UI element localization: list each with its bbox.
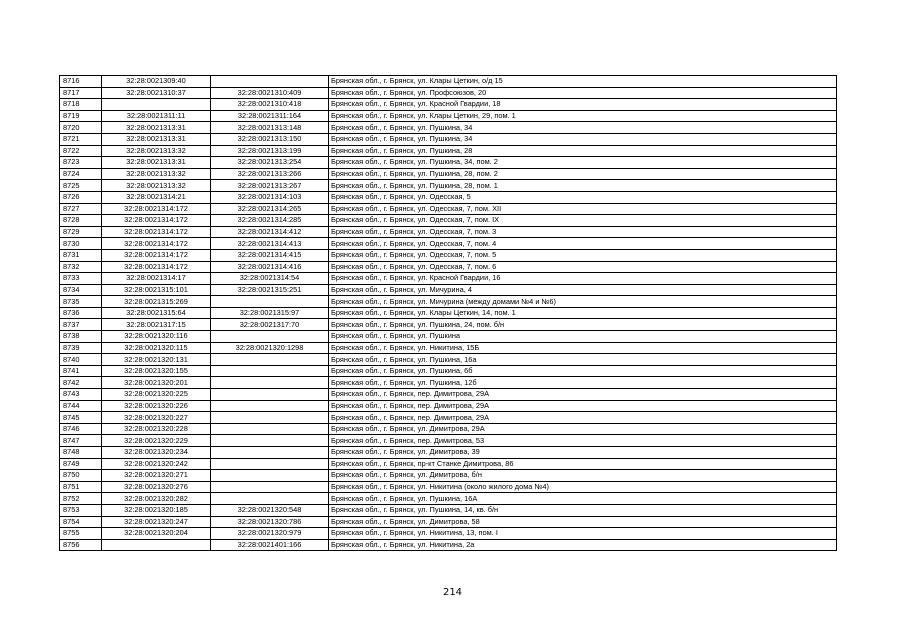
cadastral-number-cell: 32:28:0021320:201 — [102, 377, 211, 389]
row-number-cell: 8745 — [60, 412, 102, 424]
row-number-cell: 8725 — [60, 180, 102, 192]
address-cell: Брянская обл., г. Брянск, пер. Димитрова, 53 — [329, 435, 837, 447]
row-number-cell: 8728 — [60, 215, 102, 227]
building-cadastral-number-cell — [211, 435, 329, 447]
table-row — [60, 516, 837, 528]
table-row — [60, 261, 837, 273]
address-cell: Брянская обл., г. Брянск, ул. Одесская, 7, пом. 3 — [329, 226, 837, 238]
table-row — [60, 307, 837, 319]
address-cell: Брянская обл., г. Брянск, ул. Пушкина, 34 — [329, 133, 837, 145]
row-number-cell: 8723 — [60, 157, 102, 169]
building-cadastral-number-cell: 32:28:0021313:254 — [211, 157, 329, 169]
row-number-cell: 8726 — [60, 191, 102, 203]
table-row — [60, 400, 837, 412]
address-cell: Брянская обл., г. Брянск, ул. Красной Гвардии, 18 — [329, 99, 837, 111]
address-cell: Брянская обл., г. Брянск, ул. Клары Цеткин, 14, пом. 1 — [329, 307, 837, 319]
table-row — [60, 365, 837, 377]
table-row — [60, 157, 837, 169]
table-row — [60, 122, 837, 134]
address-cell: Брянская обл., г. Брянск, ул. Пушкина, 28, пом. 1 — [329, 180, 837, 192]
building-cadastral-number-cell: 32:28:0021320:786 — [211, 516, 329, 528]
cadastral-number-cell: 32:28:0021313:31 — [102, 122, 211, 134]
table-row — [60, 435, 837, 447]
building-cadastral-number-cell: 32:28:0021320:979 — [211, 528, 329, 540]
address-cell: Брянская обл., г. Брянск, ул. Одесская, 7, пом. 5 — [329, 249, 837, 261]
row-number-cell: 8742 — [60, 377, 102, 389]
address-cell: Брянская обл., г. Брянск, ул. Одесская, 7, пом. 4 — [329, 238, 837, 250]
address-cell: Брянская обл., г. Брянск, ул. Пушкина, 28, пом. 2 — [329, 168, 837, 180]
row-number-cell: 8741 — [60, 365, 102, 377]
address-cell: Брянская обл., г. Брянск, ул. Димитрова, 58 — [329, 516, 837, 528]
row-number-cell: 8722 — [60, 145, 102, 157]
table-row — [60, 319, 837, 331]
address-cell: Брянская обл., г. Брянск, ул. Одесская, 7, пом. IX — [329, 215, 837, 227]
building-cadastral-number-cell: 32:28:0021320:548 — [211, 504, 329, 516]
cadastral-number-cell: 32:28:0021320:131 — [102, 354, 211, 366]
building-cadastral-number-cell: 32:28:0021313:267 — [211, 180, 329, 192]
building-cadastral-number-cell: 32:28:0021314:54 — [211, 273, 329, 285]
address-cell: Брянская обл., г. Брянск, ул. Мичурина (между домами №4 и №6) — [329, 296, 837, 308]
row-number-cell: 8754 — [60, 516, 102, 528]
row-number-cell: 8720 — [60, 122, 102, 134]
table-row — [60, 249, 837, 261]
table-row — [60, 203, 837, 215]
cadastral-number-cell: 32:28:0021309:40 — [102, 76, 211, 88]
table-row — [60, 331, 837, 343]
table-row — [60, 133, 837, 145]
cadastral-number-cell: 32:28:0021314:21 — [102, 191, 211, 203]
address-cell: Брянская обл., г. Брянск, ул. Пушкина, 16а — [329, 354, 837, 366]
table-row — [60, 412, 837, 424]
table-row — [60, 238, 837, 250]
row-number-cell: 8752 — [60, 493, 102, 505]
row-number-cell: 8753 — [60, 504, 102, 516]
table-row — [60, 226, 837, 238]
address-cell: Брянская обл., г. Брянск, пер. Димитрова, 29А — [329, 400, 837, 412]
building-cadastral-number-cell: 32:28:0021310:418 — [211, 99, 329, 111]
cadastral-number-cell: 32:28:0021314:172 — [102, 238, 211, 250]
cadastral-number-cell: 32:28:0021315:64 — [102, 307, 211, 319]
cadastral-number-cell: 32:28:0021315:101 — [102, 284, 211, 296]
property-table — [59, 75, 837, 551]
table-row — [60, 273, 837, 285]
table-row — [60, 145, 837, 157]
row-number-cell: 8738 — [60, 331, 102, 343]
cadastral-number-cell: 32:28:0021314:172 — [102, 215, 211, 227]
table-row — [60, 110, 837, 122]
table-row — [60, 354, 837, 366]
cadastral-number-cell — [102, 99, 211, 111]
row-number-cell: 8719 — [60, 110, 102, 122]
cadastral-number-cell: 32:28:0021320:227 — [102, 412, 211, 424]
address-cell: Брянская обл., г. Брянск, ул. Пушкина, 6б — [329, 365, 837, 377]
table-row — [60, 504, 837, 516]
cadastral-number-cell: 32:28:0021320:276 — [102, 481, 211, 493]
row-number-cell: 8727 — [60, 203, 102, 215]
building-cadastral-number-cell: 32:28:0021314:413 — [211, 238, 329, 250]
building-cadastral-number-cell — [211, 400, 329, 412]
table-row — [60, 493, 837, 505]
address-cell: Брянская обл., г. Брянск, ул. Никитина, 15Б — [329, 342, 837, 354]
row-number-cell: 8737 — [60, 319, 102, 331]
row-number-cell: 8749 — [60, 458, 102, 470]
address-cell: Брянская обл., г. Брянск, ул. Пушкина, 28 — [329, 145, 837, 157]
table-row — [60, 215, 837, 227]
row-number-cell: 8724 — [60, 168, 102, 180]
address-cell: Брянская обл., г. Брянск, пр-кт Станке Димитрова, 86 — [329, 458, 837, 470]
address-cell: Брянская обл., г. Брянск, пер. Димитрова, 29А — [329, 412, 837, 424]
address-cell: Брянская обл., г. Брянск, ул. Димитрова, б/н — [329, 470, 837, 482]
building-cadastral-number-cell — [211, 493, 329, 505]
building-cadastral-number-cell — [211, 296, 329, 308]
table-row — [60, 180, 837, 192]
address-cell: Брянская обл., г. Брянск, ул. Пушкина — [329, 331, 837, 343]
row-number-cell: 8743 — [60, 389, 102, 401]
building-cadastral-number-cell — [211, 354, 329, 366]
address-cell: Брянская обл., г. Брянск, ул. Одесская, 7, пом. XII — [329, 203, 837, 215]
building-cadastral-number-cell: 32:28:0021313:148 — [211, 122, 329, 134]
cadastral-number-cell: 32:28:0021315:269 — [102, 296, 211, 308]
table-row — [60, 296, 837, 308]
row-number-cell: 8750 — [60, 470, 102, 482]
building-cadastral-number-cell: 32:28:0021315:97 — [211, 307, 329, 319]
row-number-cell: 8751 — [60, 481, 102, 493]
row-number-cell: 8730 — [60, 238, 102, 250]
cadastral-number-cell: 32:28:0021320:204 — [102, 528, 211, 540]
cadastral-number-cell: 32:28:0021320:155 — [102, 365, 211, 377]
table-row — [60, 458, 837, 470]
cadastral-number-cell: 32:28:0021314:172 — [102, 249, 211, 261]
building-cadastral-number-cell: 32:28:0021313:150 — [211, 133, 329, 145]
address-cell: Брянская обл., г. Брянск, ул. Одесская, 5 — [329, 191, 837, 203]
cadastral-number-cell: 32:28:0021313:31 — [102, 157, 211, 169]
cadastral-number-cell: 32:28:0021317:15 — [102, 319, 211, 331]
table-row — [60, 191, 837, 203]
building-cadastral-number-cell — [211, 76, 329, 88]
address-cell: Брянская обл., г. Брянск, ул. Пушкина, 34 — [329, 122, 837, 134]
building-cadastral-number-cell: 32:28:0021313:266 — [211, 168, 329, 180]
row-number-cell: 8734 — [60, 284, 102, 296]
building-cadastral-number-cell — [211, 470, 329, 482]
cadastral-number-cell: 32:28:0021320:115 — [102, 342, 211, 354]
row-number-cell: 8755 — [60, 528, 102, 540]
address-cell: Брянская обл., г. Брянск, ул. Пушкина, 12б — [329, 377, 837, 389]
address-cell: Брянская обл., г. Брянск, ул. Одесская, 7, пом. 6 — [329, 261, 837, 273]
table-body — [60, 76, 837, 551]
cadastral-number-cell: 32:28:0021313:32 — [102, 180, 211, 192]
row-number-cell: 8718 — [60, 99, 102, 111]
address-cell: Брянская обл., г. Брянск, ул. Никитина, 2а — [329, 539, 837, 551]
building-cadastral-number-cell — [211, 458, 329, 470]
building-cadastral-number-cell — [211, 377, 329, 389]
address-cell: Брянская обл., г. Брянск, ул. Пушкина, 34, пом. 2 — [329, 157, 837, 169]
address-cell: Брянская обл., г. Брянск, ул. Мичурина, 4 — [329, 284, 837, 296]
address-cell: Брянская обл., г. Брянск, пер. Димитрова, 29А — [329, 389, 837, 401]
address-cell: Брянская обл., г. Брянск, ул. Профсоюзов, 20 — [329, 87, 837, 99]
building-cadastral-number-cell — [211, 412, 329, 424]
table-row — [60, 389, 837, 401]
table-row — [60, 99, 837, 111]
row-number-cell: 8756 — [60, 539, 102, 551]
cadastral-number-cell: 32:28:0021320:225 — [102, 389, 211, 401]
building-cadastral-number-cell — [211, 365, 329, 377]
table-row — [60, 470, 837, 482]
row-number-cell: 8716 — [60, 76, 102, 88]
building-cadastral-number-cell — [211, 423, 329, 435]
cadastral-number-cell: 32:28:0021311:11 — [102, 110, 211, 122]
cadastral-number-cell: 32:28:0021314:172 — [102, 226, 211, 238]
cadastral-number-cell: 32:28:0021313:31 — [102, 133, 211, 145]
cadastral-number-cell: 32:28:0021320:228 — [102, 423, 211, 435]
building-cadastral-number-cell: 32:28:0021313:199 — [211, 145, 329, 157]
cadastral-number-cell: 32:28:0021314:17 — [102, 273, 211, 285]
address-cell: Брянская обл., г. Брянск, ул. Красной Гвардии, 16 — [329, 273, 837, 285]
row-number-cell: 8740 — [60, 354, 102, 366]
table-row — [60, 481, 837, 493]
row-number-cell: 8731 — [60, 249, 102, 261]
cadastral-number-cell: 32:28:0021310:37 — [102, 87, 211, 99]
cadastral-number-cell: 32:28:0021313:32 — [102, 168, 211, 180]
cadastral-number-cell: 32:28:0021320:282 — [102, 493, 211, 505]
cadastral-number-cell: 32:28:0021320:247 — [102, 516, 211, 528]
address-cell: Брянская обл., г. Брянск, ул. Пушкина, 24, пом. б/н — [329, 319, 837, 331]
building-cadastral-number-cell: 32:28:0021314:103 — [211, 191, 329, 203]
cadastral-number-cell: 32:28:0021313:32 — [102, 145, 211, 157]
building-cadastral-number-cell: 32:28:0021401:166 — [211, 539, 329, 551]
building-cadastral-number-cell: 32:28:0021314:416 — [211, 261, 329, 273]
building-cadastral-number-cell — [211, 481, 329, 493]
row-number-cell: 8747 — [60, 435, 102, 447]
address-cell: Брянская обл., г. Брянск, ул. Димитрова, 29А — [329, 423, 837, 435]
building-cadastral-number-cell: 32:28:0021314:285 — [211, 215, 329, 227]
table-row — [60, 87, 837, 99]
address-cell: Брянская обл., г. Брянск, ул. Никитина (около жилого дома №4) — [329, 481, 837, 493]
building-cadastral-number-cell: 32:28:0021317:70 — [211, 319, 329, 331]
building-cadastral-number-cell: 32:28:0021314:412 — [211, 226, 329, 238]
address-cell: Брянская обл., г. Брянск, ул. Пушкина, 16А — [329, 493, 837, 505]
table-row — [60, 377, 837, 389]
row-number-cell: 8748 — [60, 447, 102, 459]
cadastral-number-cell: 32:28:0021314:172 — [102, 203, 211, 215]
building-cadastral-number-cell: 32:28:0021311:164 — [211, 110, 329, 122]
building-cadastral-number-cell: 32:28:0021315:251 — [211, 284, 329, 296]
table-row — [60, 168, 837, 180]
cadastral-number-cell: 32:28:0021320:234 — [102, 447, 211, 459]
row-number-cell: 8732 — [60, 261, 102, 273]
page-number: 214 — [442, 587, 463, 598]
table-row — [60, 539, 837, 551]
cadastral-number-cell: 32:28:0021314:172 — [102, 261, 211, 273]
cadastral-number-cell: 32:28:0021320:185 — [102, 504, 211, 516]
row-number-cell: 8721 — [60, 133, 102, 145]
cadastral-number-cell — [102, 539, 211, 551]
table-row — [60, 447, 837, 459]
row-number-cell: 8736 — [60, 307, 102, 319]
table-row — [60, 342, 837, 354]
cadastral-number-cell: 32:28:0021320:226 — [102, 400, 211, 412]
cadastral-number-cell: 32:28:0021320:242 — [102, 458, 211, 470]
building-cadastral-number-cell — [211, 331, 329, 343]
building-cadastral-number-cell: 32:28:0021314:265 — [211, 203, 329, 215]
row-number-cell: 8739 — [60, 342, 102, 354]
row-number-cell: 8735 — [60, 296, 102, 308]
cadastral-number-cell: 32:28:0021320:271 — [102, 470, 211, 482]
address-cell: Брянская обл., г. Брянск, ул. Никитина, 13, пом. I — [329, 528, 837, 540]
address-cell: Брянская обл., г. Брянск, ул. Димитрова, 39 — [329, 447, 837, 459]
address-cell: Брянская обл., г. Брянск, ул. Клары Цеткин, 29, пом. 1 — [329, 110, 837, 122]
row-number-cell: 8746 — [60, 423, 102, 435]
building-cadastral-number-cell: 32:28:0021314:415 — [211, 249, 329, 261]
row-number-cell: 8717 — [60, 87, 102, 99]
row-number-cell: 8744 — [60, 400, 102, 412]
address-cell: Брянская обл., г. Брянск, ул. Пушкина, 14, кв. б/н — [329, 504, 837, 516]
table-row — [60, 284, 837, 296]
row-number-cell: 8729 — [60, 226, 102, 238]
table-row — [60, 528, 837, 540]
row-number-cell: 8733 — [60, 273, 102, 285]
table-row — [60, 423, 837, 435]
cadastral-number-cell: 32:28:0021320:229 — [102, 435, 211, 447]
building-cadastral-number-cell — [211, 447, 329, 459]
building-cadastral-number-cell: 32:28:0021310:409 — [211, 87, 329, 99]
cadastral-number-cell: 32:28:0021320:116 — [102, 331, 211, 343]
address-cell: Брянская обл., г. Брянск, ул. Клары Цеткин, о/д 15 — [329, 76, 837, 88]
building-cadastral-number-cell: 32:28:0021320:1298 — [211, 342, 329, 354]
table-row — [60, 76, 837, 88]
building-cadastral-number-cell — [211, 389, 329, 401]
